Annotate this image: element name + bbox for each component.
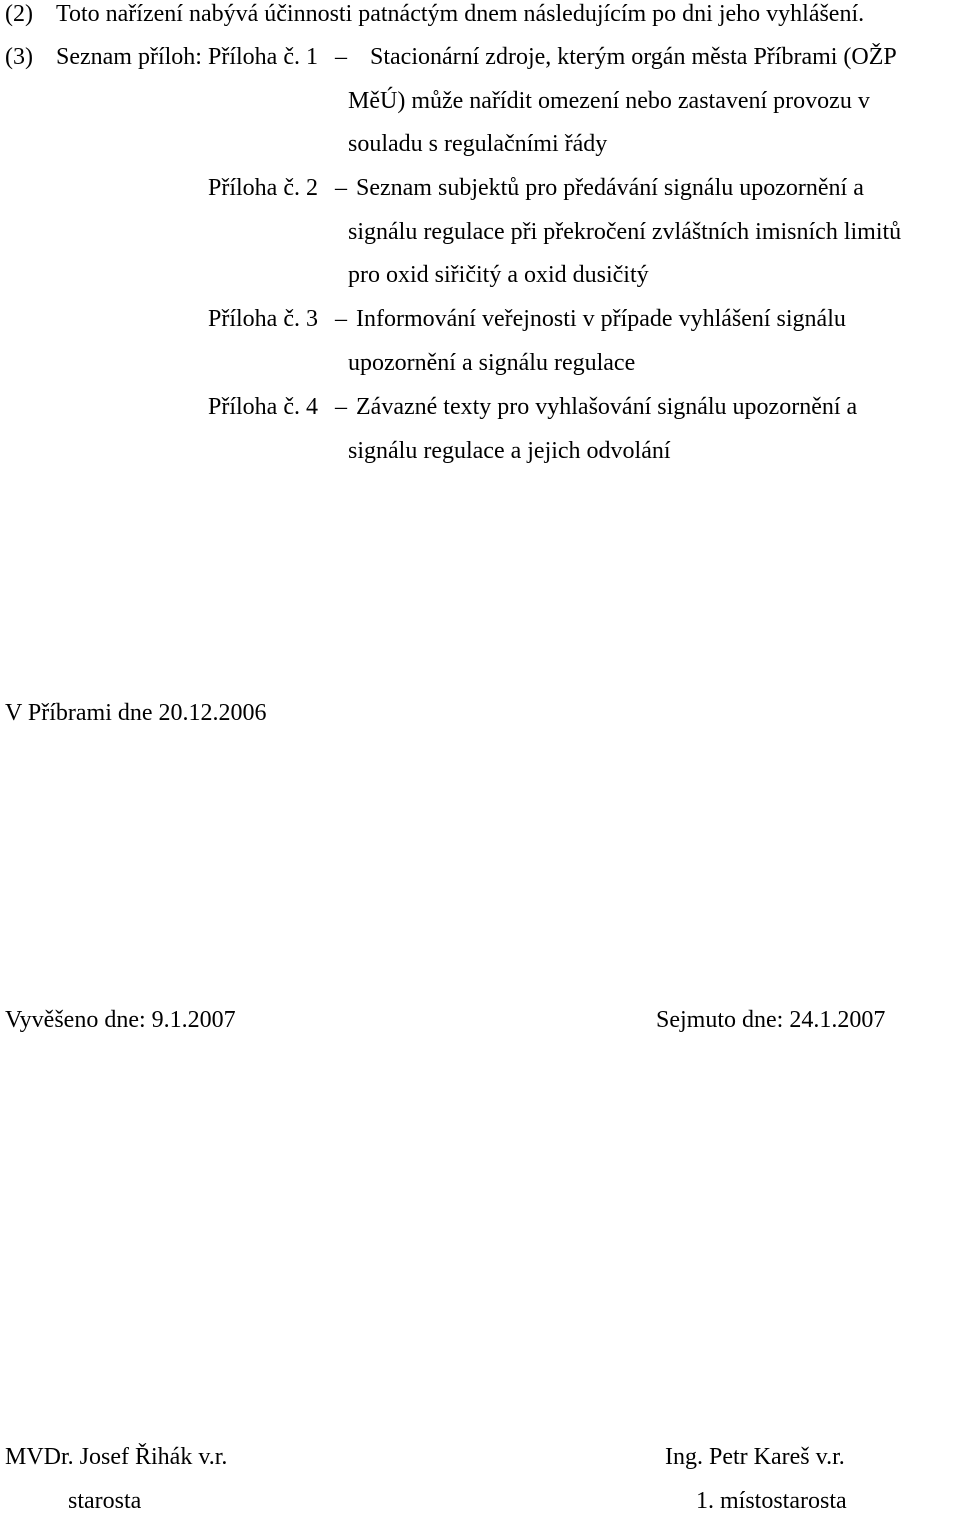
removed-date: Sejmuto dne: 24.1.2007: [656, 1007, 886, 1033]
attachment-2-line-1: Seznam subjektů pro předávání signálu upozornění a: [356, 175, 864, 201]
signatory-2-role: 1. místostarosta: [696, 1488, 847, 1514]
attachment-2-line-3: pro oxid siřičitý a oxid dusičitý: [348, 262, 649, 288]
attachment-3-label: Příloha č. 3: [208, 306, 318, 332]
attachment-4-label: Příloha č. 4: [208, 394, 318, 420]
attachment-3-line-1: Informování veřejnosti v případe vyhlášení signálu: [356, 306, 846, 332]
paragraph-2-number: (2): [5, 1, 33, 27]
attachment-dash: –: [335, 44, 347, 70]
attachment-dash: –: [335, 306, 347, 332]
attachment-3-line-2: upozornění a signálu regulace: [348, 350, 636, 376]
paragraph-3-number: (3): [5, 44, 33, 70]
signatory-1-name: MVDr. Josef Řihák v.r.: [5, 1444, 228, 1470]
signatory-2-name: Ing. Petr Kareš v.r.: [665, 1444, 845, 1470]
attachment-dash: –: [335, 175, 347, 201]
paragraph-2-text: Toto nařízení nabývá účinnosti patnáctým dnem následujícím po dni jeho vyhlášení.: [56, 1, 865, 27]
attachment-1-label: Příloha č. 1: [208, 44, 318, 70]
attachments-intro: Seznam příloh:: [56, 44, 202, 70]
attachment-1-line-1: Stacionární zdroje, kterým orgán města Příbrami (OŽP: [370, 44, 897, 70]
signatory-1-role: starosta: [68, 1488, 142, 1514]
attachment-2-label: Příloha č. 2: [208, 175, 318, 201]
attachment-dash: –: [335, 394, 347, 420]
posted-date: Vyvěšeno dne: 9.1.2007: [5, 1007, 236, 1033]
attachment-1-line-3: souladu s regulačními řády: [348, 131, 608, 157]
attachment-1-line-2: MěÚ) může nařídit omezení nebo zastavení provozu v: [348, 88, 870, 114]
attachment-4-line-2: signálu regulace a jejich odvolání: [348, 438, 671, 464]
attachment-2-line-2: signálu regulace při překročení zvláštních imisních limitů: [348, 219, 902, 245]
place-date: V Příbrami dne 20.12.2006: [5, 700, 267, 726]
attachment-4-line-1: Závazné texty pro vyhlašování signálu upozornění a: [356, 394, 858, 420]
